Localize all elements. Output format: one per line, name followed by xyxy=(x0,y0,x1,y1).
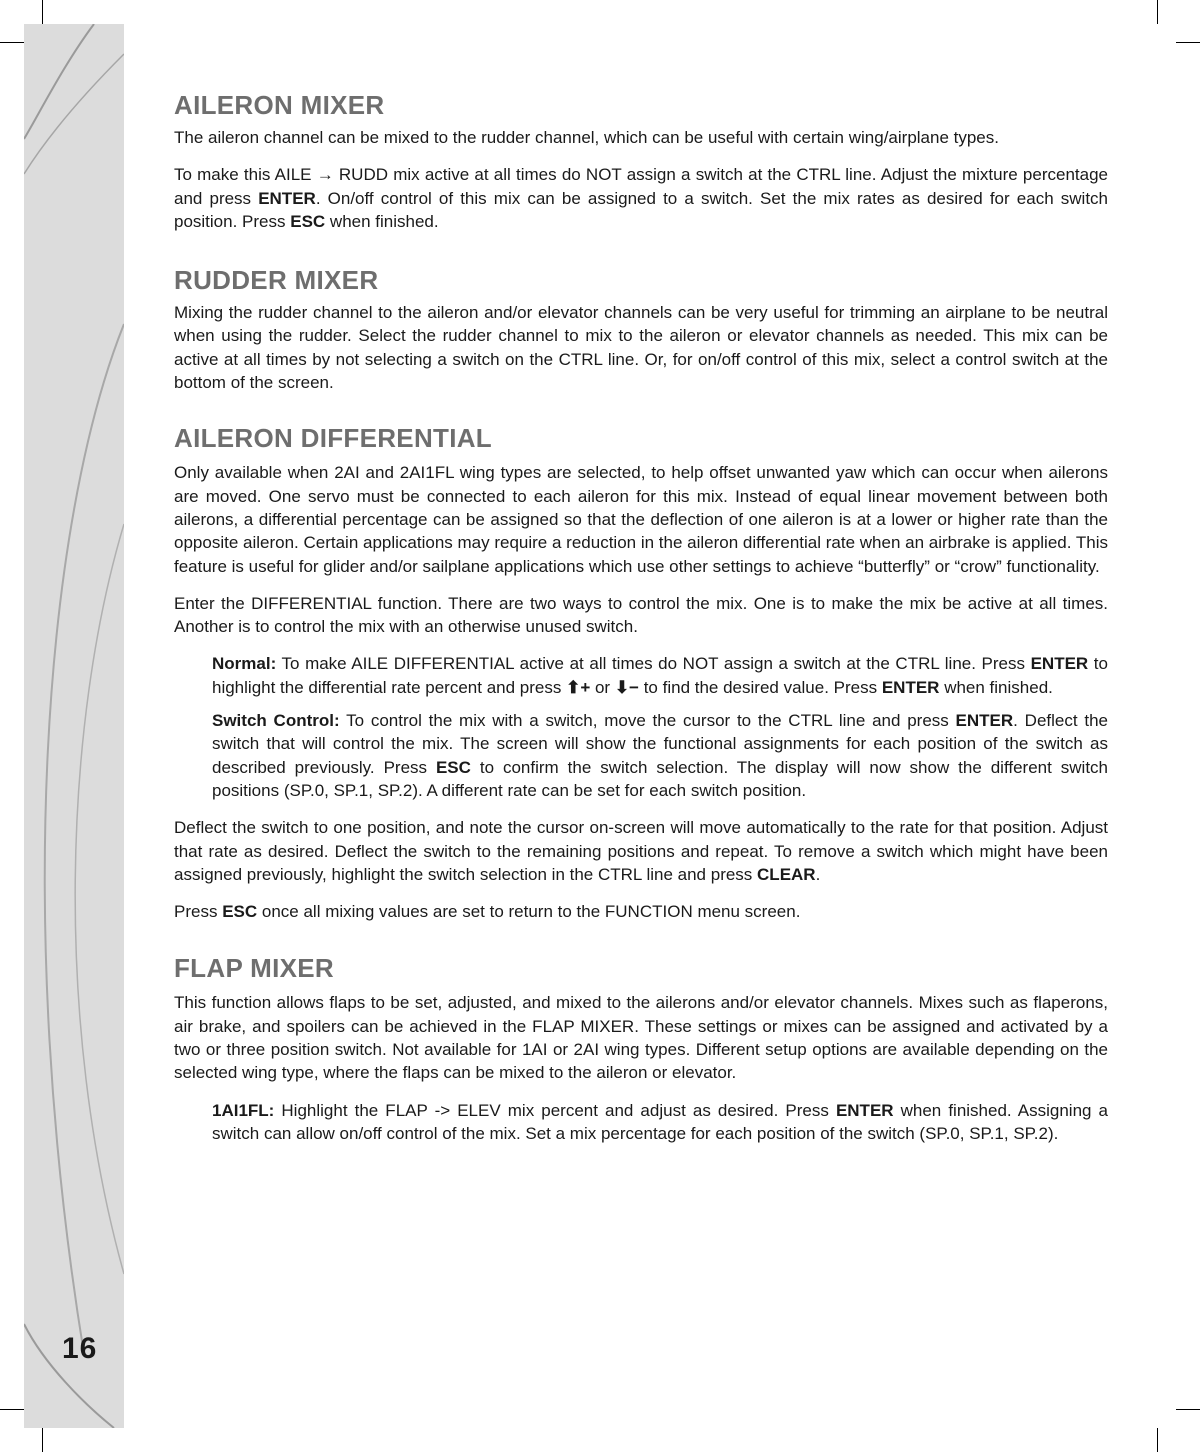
crop-mark xyxy=(1157,0,1158,24)
switch-control-label: Switch Control: xyxy=(212,711,340,731)
decorative-curves xyxy=(24,24,124,1428)
1ai1fl-paragraph: 1AI1FL: Highlight the FLAP -> ELEV mix percent and adjust as desired. Press ENTER when finished. Assigning a switch can allow on/off control of the mix. Set a mix percentage for each position of the switch (SP.0, SP.1, SP.2). xyxy=(212,1100,1108,1143)
down-minus-icon: ⬇− xyxy=(614,677,639,697)
heading-rudder-mixer: RUDDER MIXER xyxy=(174,265,379,296)
crop-mark xyxy=(42,0,43,24)
1ai1fl-label: 1AI1FL: xyxy=(212,1100,275,1120)
rudder-mixer-paragraph-1: Mixing the rudder channel to the aileron and/or elevator channels can be very useful for trimming an airplane to be neutral when using the rudder. Select the rudder channel to mix to the aileron or elevator channels as needed. This mix can be active at all times by not selecting a switch on the CTRL line. Or, for on/off control of this mix, select a control switch at the bottom of the screen. xyxy=(174,303,1108,393)
aileron-mixer-paragraph-2: To make this AILE → RUDD mix active at all times do NOT assign a switch at the CTRL line. Adjust the mixture percentage and press ENTER. On/off control of this mix can be assigned to a switch. Set the mix rates as desired for each switch position. Press ESC when finished. xyxy=(174,165,1108,231)
clear-key-label: CLEAR xyxy=(757,864,816,884)
crop-mark xyxy=(42,1428,43,1452)
crop-mark xyxy=(1176,1409,1200,1410)
heading-flap-mixer: FLAP MIXER xyxy=(174,953,334,984)
aileron-mixer-paragraph-1: The aileron channel can be mixed to the rudder channel, which can be useful with certain wing/airplane types. xyxy=(174,128,999,147)
normal-label: Normal: xyxy=(212,654,277,674)
heading-aileron-mixer: AILERON MIXER xyxy=(174,90,385,120)
switch-control-paragraph: Switch Control: To control the mix with a switch, move the cursor to the CTRL line and press ENTER. Deflect the switch that will control the mix. The screen will show the functional assignments for each position of the switch as described previously. Press ESC to confirm the switch selection. The display will now show the different switch positions (SP.0, SP.1, SP.2). A different rate can be set for each switch position. xyxy=(212,711,1108,800)
aileron-differential-paragraph-3: Deflect the switch to one position, and note the cursor on-screen will move automatically to the rate for that position. Adjust that rate as desired. Deflect the switch to the remaining positions and repeat. To remove a switch which might have been assigned previously, highlight the switch selection in the CTRL line and press CLEAR. xyxy=(174,818,1108,884)
crop-mark xyxy=(0,42,24,43)
side-strip xyxy=(24,24,124,1428)
normal-mode-paragraph: Normal: To make AILE DIFFERENTIAL active at all times do NOT assign a switch at the CTRL line. Press ENTER to highlight the differential rate percent and press ⬆+ or ⬇− to find the desired value. Press ENTER when finished. xyxy=(212,654,1108,697)
aileron-differential-paragraph-2: Enter the DIFFERENTIAL function. There are two ways to control the mix. One is to make the mix be active at all times. Another is to control the mix with an otherwise unused switch. xyxy=(174,593,1108,637)
aileron-differential-paragraph-4: Press ESC once all mixing values are set to return to the FUNCTION menu screen. xyxy=(174,902,801,922)
enter-key-label: ENTER xyxy=(258,188,316,208)
esc-key-label: ESC xyxy=(222,902,258,922)
page-number: 16 xyxy=(62,1332,98,1365)
enter-key-label: ENTER xyxy=(881,677,940,697)
enter-key-label: ENTER xyxy=(1030,654,1089,674)
heading-aileron-differential: AILERON DIFFERENTIAL xyxy=(174,423,492,454)
up-plus-icon: ⬆+ xyxy=(566,677,591,697)
crop-mark xyxy=(1157,1428,1158,1452)
crop-mark xyxy=(1176,42,1200,43)
right-arrow-icon: → xyxy=(316,165,334,185)
esc-key-label: ESC xyxy=(435,757,471,777)
crop-mark xyxy=(0,1409,24,1410)
page-content xyxy=(174,88,1108,1145)
aileron-differential-paragraph-1: Only available when 2AI and 2AI1FL wing types are selected, to help offset unwanted yaw which can occur when ailerons are moved. One servo must be connected to each aileron for this mix. Instead of equal linear movement between both ailerons, a differential percentage can be assigned so that the deflection of one aileron is at a lower or higher rate than the opposite aileron. Certain applications may require a reduction in the aileron differential rate when an airbrake is applied. This feature is useful for glider and/or sailplane applications which use other settings to achieve “butterfly” or “crow” functionality. xyxy=(174,463,1108,576)
enter-key-label: ENTER xyxy=(955,711,1014,731)
esc-key-label: ESC xyxy=(290,211,326,231)
enter-key-label: ENTER xyxy=(835,1100,894,1120)
flap-mixer-paragraph-1: This function allows flaps to be set, adjusted, and mixed to the ailerons and/or elevator channels. Mixes such as flaperons, air brake, and spoilers can be achieved in the FLAP MIXER. These settings or mixes can be assigned and activated by a two or three position switch. Not available for 1AI or 2AI wing types. Different setup options are available depending on the selected wing type, where the flaps can be mixed to the aileron or elevator. xyxy=(174,993,1108,1083)
